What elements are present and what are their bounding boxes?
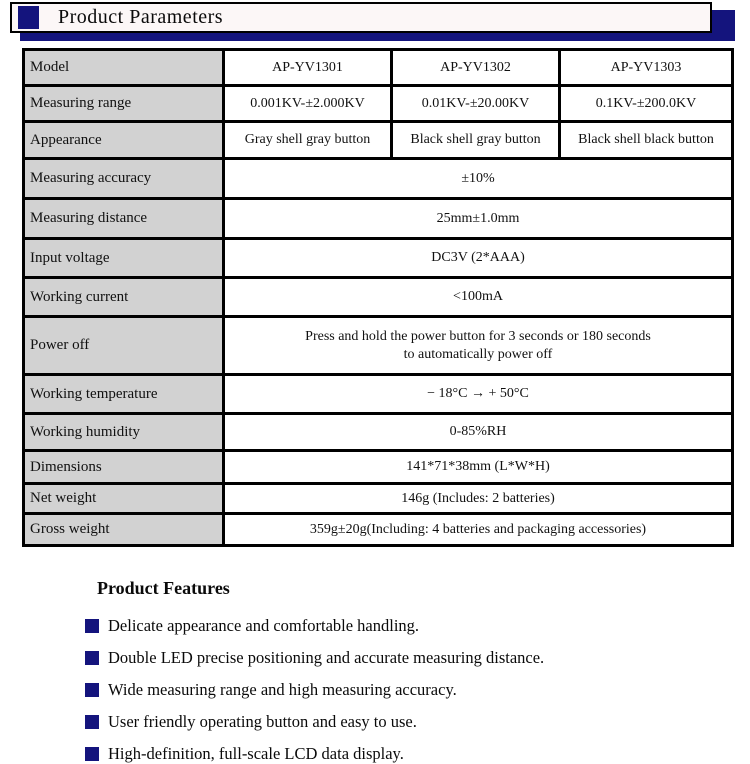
table-row-working-temperature	[24, 375, 733, 414]
table-row-appearance	[24, 122, 733, 159]
table-cell: Gray shell gray button	[224, 122, 392, 159]
table-cell	[224, 317, 733, 375]
table-cell: 0-85%RH	[224, 414, 733, 451]
table-row-measuring-range	[24, 86, 733, 122]
table-cell: 359g±20g(Including: 4 batteries and packaging accessories)	[224, 514, 733, 546]
table-cell: DC3V (2*AAA)	[224, 239, 733, 278]
row-label: Measuring range	[24, 86, 224, 122]
bullet-square-icon	[85, 747, 99, 761]
power-off-line-1: Press and hold the power button for 3 seconds or 180 seconds	[305, 329, 651, 344]
page-title: Product Parameters	[58, 6, 224, 28]
feature-item	[85, 680, 750, 699]
table-cell: 141*71*38mm (L*W*H)	[224, 451, 733, 484]
row-label: Power off	[24, 317, 224, 375]
feature-item-text: Wide measuring range and high measuring accuracy.	[108, 679, 457, 699]
row-label: Working humidity	[24, 414, 224, 451]
row-label: Input voltage	[24, 239, 224, 278]
table-cell: 25mm±1.0mm	[224, 199, 733, 239]
table-cell: AP-YV1303	[560, 50, 733, 86]
row-label: Dimensions	[24, 451, 224, 484]
table-cell: ±10%	[224, 159, 733, 199]
table-row-gross-weight	[24, 514, 733, 546]
product-features-section	[85, 578, 750, 763]
bullet-square-icon	[85, 651, 99, 665]
table-row-net-weight	[24, 484, 733, 514]
row-label: Model	[24, 50, 224, 86]
table-cell: AP-YV1302	[392, 50, 560, 86]
table-cell: 0.01KV-±20.00KV	[392, 86, 560, 122]
row-label: Gross weight	[24, 514, 224, 546]
bullet-square-icon	[85, 715, 99, 729]
power-off-line-2: to automatically power off	[403, 346, 553, 362]
header-title-box	[10, 2, 712, 33]
table-row-measuring-accuracy	[24, 159, 733, 199]
table-row-dimensions	[24, 451, 733, 484]
feature-item	[85, 648, 750, 667]
table-row-model	[24, 50, 733, 86]
table-row-input-voltage	[24, 239, 733, 278]
feature-item-text: High-definition, full-scale LCD data display.	[108, 743, 404, 763]
features-title: Product Features	[97, 578, 230, 598]
feature-item-text: User friendly operating button and easy to use.	[108, 711, 417, 731]
feature-item-text: Double LED precise positioning and accurate measuring distance.	[108, 647, 545, 667]
table-row-working-humidity	[24, 414, 733, 451]
feature-item-text: Delicate appearance and comfortable handling.	[108, 615, 420, 635]
table-cell: Black shell black button	[560, 122, 733, 159]
feature-item	[85, 744, 750, 763]
table-row-working-current	[24, 278, 733, 317]
bullet-square-icon	[85, 619, 99, 633]
row-label: Measuring accuracy	[24, 159, 224, 199]
feature-item	[85, 712, 750, 731]
feature-list	[85, 616, 750, 763]
table-cell: <100mA	[224, 278, 733, 317]
table-cell: 146g (Includes: 2 batteries)	[224, 484, 733, 514]
table-cell: 0.001KV-±2.000KV	[224, 86, 392, 122]
header-banner	[0, 0, 750, 48]
table-cell: Black shell gray button	[392, 122, 560, 159]
table-cell: AP-YV1301	[224, 50, 392, 86]
header-square-icon	[18, 6, 39, 29]
table-cell: − 18°C → + 50°C	[224, 375, 733, 414]
bullet-square-icon	[85, 683, 99, 697]
row-label: Net weight	[24, 484, 224, 514]
table-row-power-off	[24, 317, 733, 375]
product-parameters-table	[22, 48, 734, 547]
table-row-measuring-distance	[24, 199, 733, 239]
feature-item	[85, 616, 750, 635]
row-label: Working current	[24, 278, 224, 317]
table-cell: 0.1KV-±200.0KV	[560, 86, 733, 122]
row-label: Working temperature	[24, 375, 224, 414]
row-label: Appearance	[24, 122, 224, 159]
row-label: Measuring distance	[24, 199, 224, 239]
